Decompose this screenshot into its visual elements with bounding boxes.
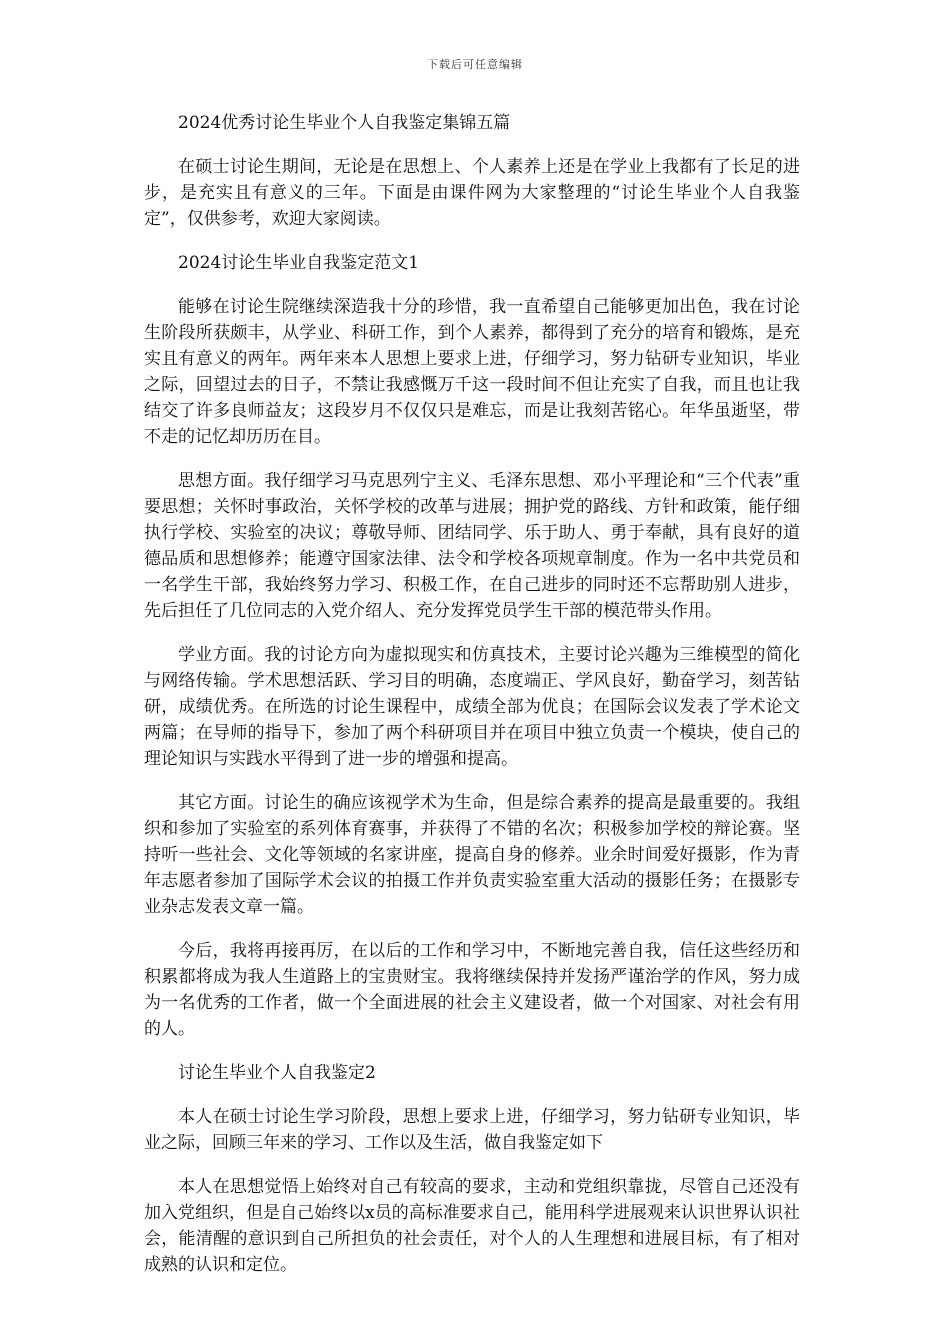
header-note: 下载后可任意编辑: [427, 58, 523, 71]
paragraph: 学业方面。我的讨论方向为虚拟现实和仿真技术，主要讨论兴趣为三维模型的简化与网络传输。学术思想活跃、学习目的明确，态度端正、学风良好，勤奋学习，刻苦钻研，成绩优秀。在所选的讨论生课程中，成绩全部为优良；在国际会议发表了学术论文两篇；在导师的指导下，参加了两个科研项目并在项目中独立负责一个模块，使自己的理论知识与实践水平得到了进一步的增强和提高。: [144, 645, 800, 769]
paragraph: 本人在硕士讨论生学习阶段，思想上要求上进，仔细学习，努力钻研专业知识，毕业之际，回顾三年来的学习、工作以及生活，做自我鉴定如下: [144, 1107, 800, 1153]
section-heading-1: 2024讨论生毕业自我鉴定范文1: [178, 253, 420, 273]
paragraph: 其它方面。讨论生的确应该视学术为生命，但是综合素养的提高是最重要的。我组织和参加了实验室的系列体育赛事，并获得了不错的名次；积极参加学校的辩论赛。坚持听一些社会、文化等领域的名家讲座，提高自身的修养。业余时间爱好摄影，作为青年志愿者参加了国际学术会议的拍摄工作并负责实验室重大活动的摄影任务；在摄影专业杂志发表文章一篇。: [144, 793, 800, 917]
paragraph-intro: 在硕士讨论生期间，无论是在思想上、个人素养上还是在学业上我都有了长足的进步，是充实且有意义的三年。下面是由课件网为大家整理的“讨论生毕业个人自我鉴定”，仅供参考，欢迎大家阅读。: [144, 157, 800, 229]
paragraph: 今后，我将再接再厉，在以后的工作和学习中，不断地完善自我，信任这些经历和积累都将成为我人生道路上的宝贵财宝。我将继续保持并发扬严谨治学的作风，努力成为一名优秀的工作者，做一个全面进展的社会主义建设者，做一个对国家、对社会有用的人。: [144, 941, 800, 1039]
section-heading-2: 讨论生毕业个人自我鉴定2: [178, 1063, 376, 1083]
document-body: [144, 110, 800, 1296]
paragraph: 本人在思想觉悟上始终对自己有较高的要求，主动和党组织靠拢，尽管自己还没有加入党组织，但是自己始终以x员的高标准要求自己，能用科学进展观来认识世界认识社会，能清醒的意识到自己所担负的社会责任，对个人的人生理想和进展目标，有了相对成熟的认识和定位。: [144, 1177, 800, 1275]
paragraph: 思想方面。我仔细学习马克思列宁主义、毛泽东思想、邓小平理论和“三个代表”重要思想；关怀时事政治，关怀学校的改革与进展；拥护党的路线、方针和政策，能仔细执行学校、实验室的决议；尊敬导师、团结同学、乐于助人、勇于奉献，具有良好的道德品质和思想修养；能遵守国家法律、法令和学校各项规章制度。作为一名中共党员和一名学生干部，我始终努力学习、积极工作，在自己进步的同时还不忘帮助别人进步，先后担任了几位同志的入党介绍人、充分发挥党员学生干部的模范带头作用。: [144, 471, 800, 621]
paragraph: 能够在讨论生院继续深造我十分的珍惜，我一直希望自己能够更加出色，我在讨论生阶段所获颇丰，从学业、科研工作，到个人素养，都得到了充分的培育和锻炼，是充实且有意义的两年。两年来本人思想上要求上进，仔细学习，努力钻研专业知识，毕业之际，回望过去的日子，不禁让我感慨万千这一段时间不但让充实了自我，而且也让我结交了许多良师益友；这段岁月不仅仅只是难忘，而是让我刻苦铭心。年华虽逝坚，带不走的记忆却历历在目。: [144, 297, 800, 447]
document-title: 2024优秀讨论生毕业个人自我鉴定集锦五篇: [178, 113, 511, 133]
